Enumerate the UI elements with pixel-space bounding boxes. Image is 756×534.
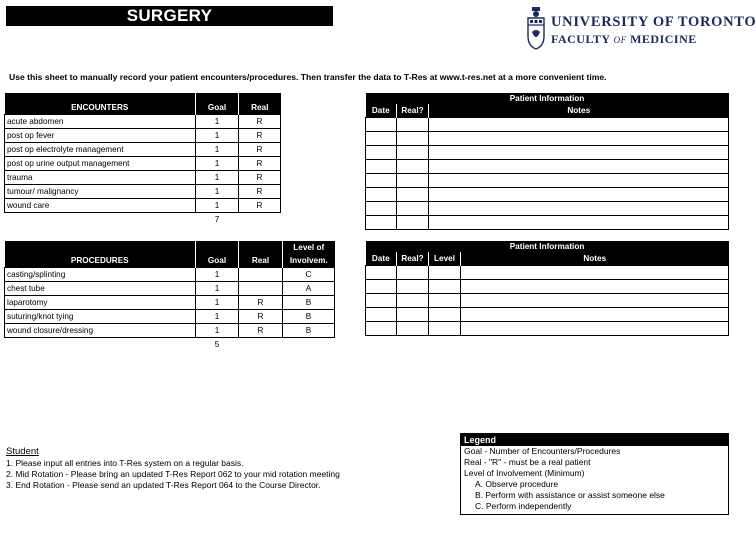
- notes-input-cell[interactable]: [429, 202, 729, 216]
- goal-cell: 1: [196, 185, 239, 199]
- level-cell: A: [283, 282, 335, 296]
- legend-line: Level of Involvement (Minimum): [464, 468, 585, 478]
- notes-input-cell[interactable]: [429, 146, 729, 160]
- notes-input-cell[interactable]: [461, 294, 729, 308]
- crest-icon: [525, 6, 547, 50]
- level-input-cell[interactable]: [429, 322, 461, 336]
- legend-box: [460, 433, 729, 515]
- table-row: [5, 282, 335, 296]
- table-row: [366, 280, 729, 294]
- real-cell: R: [239, 324, 283, 338]
- level-header-2: Involvem.: [283, 254, 335, 268]
- real-header: Real: [239, 254, 283, 268]
- real-input-cell[interactable]: [397, 174, 429, 188]
- real-header: Real: [239, 101, 281, 115]
- procedure-name: laparotomy: [5, 296, 196, 310]
- notes-input-cell[interactable]: [429, 132, 729, 146]
- level-cell: B: [283, 310, 335, 324]
- real-input-cell[interactable]: [397, 322, 429, 336]
- notes-input-cell[interactable]: [429, 174, 729, 188]
- faculty-post: MEDICINE: [630, 32, 697, 46]
- table-row: [366, 160, 729, 174]
- real-input-cell[interactable]: [397, 146, 429, 160]
- date-input-cell[interactable]: [366, 308, 397, 322]
- real-input-cell[interactable]: [397, 132, 429, 146]
- table-row: [366, 202, 729, 216]
- level-input-cell[interactable]: [429, 294, 461, 308]
- table-row: [366, 216, 729, 230]
- real-cell: [239, 268, 283, 282]
- real-cell: R: [239, 199, 281, 213]
- real-input-cell[interactable]: [397, 294, 429, 308]
- table-row: [366, 294, 729, 308]
- level-header: Level: [429, 252, 461, 266]
- notes-header: Notes: [461, 252, 729, 266]
- encounter-name: tumour/ malignancy: [5, 185, 196, 199]
- procedures-header: PROCEDURES: [5, 254, 196, 268]
- date-input-cell[interactable]: [366, 294, 397, 308]
- table-row: [366, 322, 729, 336]
- level-cell: B: [283, 324, 335, 338]
- table-row: [5, 296, 335, 310]
- real-input-cell[interactable]: [397, 216, 429, 230]
- level-header-1: Level of: [283, 241, 335, 254]
- real-input-cell[interactable]: [397, 202, 429, 216]
- table-row: [5, 310, 335, 324]
- real-cell: R: [239, 143, 281, 157]
- date-input-cell[interactable]: [366, 174, 397, 188]
- encounter-name: wound care: [5, 199, 196, 213]
- faculty-pre: FACULTY: [551, 32, 611, 46]
- date-input-cell[interactable]: [366, 188, 397, 202]
- table-row: [366, 174, 729, 188]
- student-heading: Student: [6, 446, 39, 457]
- date-input-cell[interactable]: [366, 132, 397, 146]
- notes-input-cell[interactable]: [461, 322, 729, 336]
- table-row: [5, 129, 281, 143]
- table-row: [366, 118, 729, 132]
- real-input-cell[interactable]: [397, 160, 429, 174]
- table-row: [5, 324, 335, 338]
- table-row: [5, 185, 281, 199]
- legend-line: Goal - Number of Encounters/Procedures: [464, 446, 621, 456]
- goal-cell: 1: [196, 115, 239, 129]
- page-title: SURGERY: [6, 6, 333, 26]
- goal-cell: 1: [196, 171, 239, 185]
- date-input-cell[interactable]: [366, 202, 397, 216]
- table-row: [5, 199, 281, 213]
- encounter-name: post op urine output management: [5, 157, 196, 171]
- real-cell: R: [239, 157, 281, 171]
- notes-input-cell[interactable]: [429, 118, 729, 132]
- procedure-name: wound closure/dressing: [5, 324, 196, 338]
- student-line: 2. Mid Rotation - Please bring an updated T-Res Report 062 to your mid rotation meeting: [6, 469, 340, 479]
- goal-cell: 1: [196, 268, 239, 282]
- date-input-cell[interactable]: [366, 322, 397, 336]
- table-row: [366, 308, 729, 322]
- table-row: [366, 146, 729, 160]
- table-row: [5, 115, 281, 129]
- real-input-cell[interactable]: [397, 188, 429, 202]
- notes-header: Notes: [429, 104, 729, 118]
- faculty-of: OF: [613, 35, 627, 45]
- level-input-cell[interactable]: [429, 280, 461, 294]
- date-input-cell[interactable]: [366, 266, 397, 280]
- real-input-cell[interactable]: [397, 280, 429, 294]
- table-row: [5, 268, 335, 282]
- goal-header: Goal: [196, 101, 239, 115]
- faculty-name: [551, 32, 697, 47]
- table-row: [5, 157, 281, 171]
- encounters-total: 7: [214, 215, 220, 224]
- goal-header: Goal: [196, 254, 239, 268]
- table-row: [366, 188, 729, 202]
- real-cell: R: [239, 115, 281, 129]
- level-input-cell[interactable]: [429, 308, 461, 322]
- encounter-name: trauma: [5, 171, 196, 185]
- notes-input-cell[interactable]: [461, 308, 729, 322]
- patient-info-title: Patient Information: [366, 241, 729, 252]
- legend-level: A. Observe procedure: [475, 479, 559, 489]
- patient-info-title: Patient Information: [366, 93, 729, 104]
- encounter-name: post op fever: [5, 129, 196, 143]
- encounter-name: acute abdomen: [5, 115, 196, 129]
- encounters-header: ENCOUNTERS: [5, 101, 196, 115]
- notes-input-cell[interactable]: [429, 216, 729, 230]
- real-input-cell[interactable]: [397, 266, 429, 280]
- patient-info-table-2: [365, 241, 729, 336]
- notes-input-cell[interactable]: [429, 160, 729, 174]
- table-row: [366, 132, 729, 146]
- real-cell: R: [239, 310, 283, 324]
- notes-input-cell[interactable]: [461, 280, 729, 294]
- goal-cell: 1: [196, 296, 239, 310]
- date-input-cell[interactable]: [366, 146, 397, 160]
- real-q-header: Real?: [397, 252, 429, 266]
- date-input-cell[interactable]: [366, 118, 397, 132]
- level-cell: B: [283, 296, 335, 310]
- instructions: Use this sheet to manually record your patient encounters/procedures. Then transfer the data to T-Res at www.t-res.net at a more convenient time.: [9, 72, 607, 82]
- encounter-name: post op electrolyte management: [5, 143, 196, 157]
- notes-input-cell[interactable]: [429, 188, 729, 202]
- legend-line: Real - "R" - must be a real patient: [464, 457, 591, 467]
- goal-cell: 1: [196, 143, 239, 157]
- real-cell: R: [239, 171, 281, 185]
- procedures-table: [4, 241, 335, 351]
- procedures-total: 5: [214, 340, 220, 349]
- goal-cell: 1: [196, 282, 239, 296]
- real-input-cell[interactable]: [397, 308, 429, 322]
- date-header: Date: [366, 252, 397, 266]
- legend-heading: Legend: [461, 434, 728, 446]
- procedure-name: casting/splinting: [5, 268, 196, 282]
- real-cell: [239, 282, 283, 296]
- real-cell: R: [239, 296, 283, 310]
- goal-cell: 1: [196, 310, 239, 324]
- goal-cell: 1: [196, 199, 239, 213]
- goal-cell: 1: [196, 324, 239, 338]
- goal-cell: 1: [196, 157, 239, 171]
- table-row: [5, 171, 281, 185]
- table-row: [366, 266, 729, 280]
- goal-cell: 1: [196, 129, 239, 143]
- legend-level: C. Perform independently: [475, 501, 572, 511]
- legend-level: B. Perform with assistance or assist someone else: [475, 490, 665, 500]
- student-line: 1. Please input all entries into T-Res system on a regular basis.: [6, 458, 244, 468]
- date-input-cell[interactable]: [366, 216, 397, 230]
- date-input-cell[interactable]: [366, 280, 397, 294]
- level-cell: C: [283, 268, 335, 282]
- patient-info-table-1: [365, 93, 729, 230]
- date-input-cell[interactable]: [366, 160, 397, 174]
- level-input-cell[interactable]: [429, 266, 461, 280]
- encounters-table: [4, 93, 281, 226]
- table-row: [5, 143, 281, 157]
- procedure-name: chest tube: [5, 282, 196, 296]
- procedure-name: suturing/knot tying: [5, 310, 196, 324]
- real-cell: R: [239, 185, 281, 199]
- notes-input-cell[interactable]: [461, 266, 729, 280]
- date-header: Date: [366, 104, 397, 118]
- university-name: UNIVERSITY OF TORONTO: [551, 14, 756, 30]
- real-cell: R: [239, 129, 281, 143]
- real-input-cell[interactable]: [397, 118, 429, 132]
- real-q-header: Real?: [397, 104, 429, 118]
- student-line: 3. End Rotation - Please send an updated T-Res Report 064 to the Course Director.: [6, 480, 321, 490]
